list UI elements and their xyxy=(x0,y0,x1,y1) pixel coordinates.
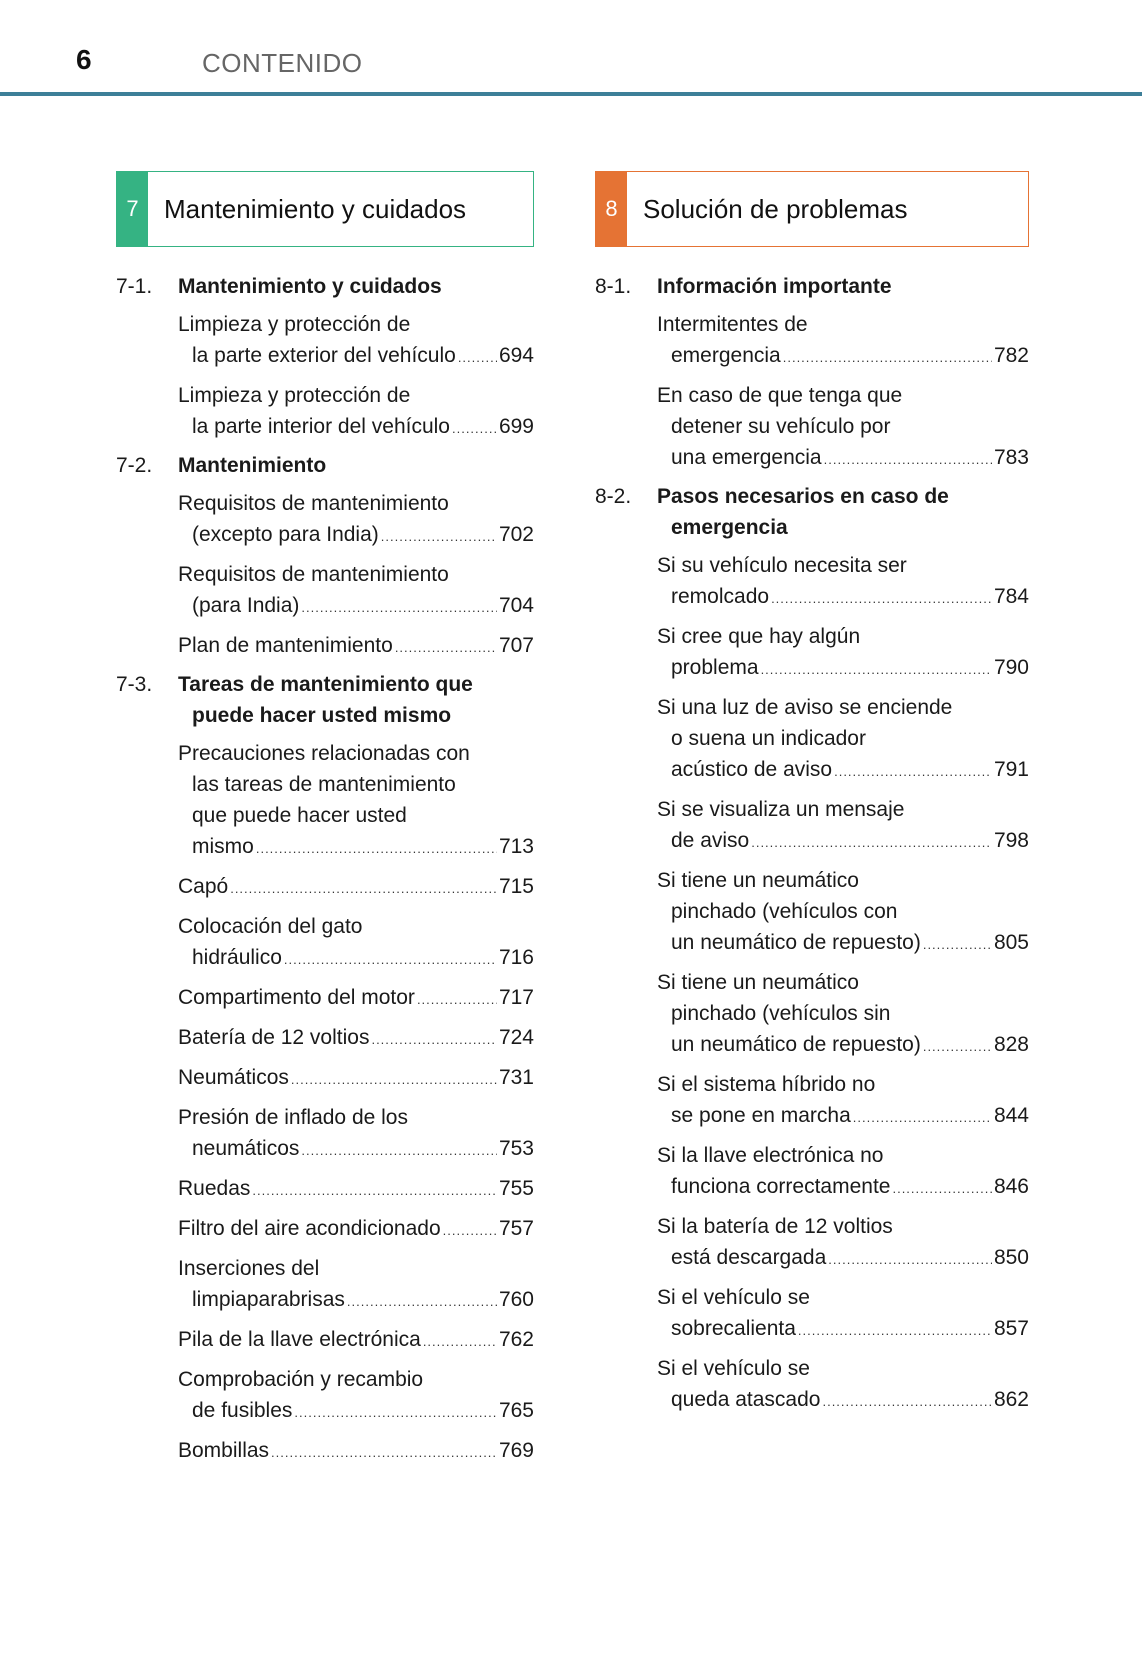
entry-line xyxy=(657,380,1029,411)
dot-leader xyxy=(301,1135,497,1166)
entry-line xyxy=(178,1364,534,1395)
entry-line xyxy=(657,1282,1029,1313)
dot-leader xyxy=(252,1175,497,1206)
dot-leader xyxy=(824,444,992,475)
entry-text: Filtro del aire acondicionado xyxy=(178,1217,441,1240)
entry-text: de fusibles xyxy=(192,1399,293,1422)
entry-line xyxy=(657,1353,1029,1384)
dot-leader xyxy=(783,342,992,373)
toc-entry[interactable] xyxy=(116,871,534,904)
entry-line xyxy=(657,1171,1029,1204)
entry-text: Pila de la llave electrónica xyxy=(178,1328,421,1351)
entry-line xyxy=(178,769,534,800)
entry-line xyxy=(178,1435,534,1468)
entry-line xyxy=(178,1022,534,1055)
dot-leader xyxy=(230,873,497,904)
entry-text: sobrecalienta xyxy=(671,1317,796,1340)
entry-line xyxy=(178,1284,534,1317)
dot-leader xyxy=(822,1386,991,1417)
dot-leader xyxy=(853,1102,992,1133)
toc-entry[interactable] xyxy=(595,1140,1029,1204)
entry-line xyxy=(657,1384,1029,1417)
toc-entry[interactable] xyxy=(595,865,1029,960)
entry-text: Si se visualiza un mensaje xyxy=(657,798,905,821)
toc-entry[interactable] xyxy=(595,1282,1029,1346)
entry-text: Plan de mantenimiento xyxy=(178,634,393,657)
entry-text: Limpieza y protección de xyxy=(178,313,411,336)
dot-leader xyxy=(256,833,497,864)
entry-text: Si tiene un neumático xyxy=(657,971,859,994)
entry-text: Si tiene un neumático xyxy=(657,869,859,892)
toc-entry[interactable] xyxy=(116,738,534,864)
section-title-line: Tareas de mantenimiento que xyxy=(178,673,473,696)
entry-line xyxy=(657,1211,1029,1242)
page-reference[interactable]: 769 xyxy=(498,1439,534,1462)
entry-text: neumáticos xyxy=(192,1137,300,1160)
entry-text: está descargada xyxy=(671,1246,827,1269)
entry-text: remolcado xyxy=(671,585,770,608)
entry-line xyxy=(657,865,1029,896)
entry-line xyxy=(657,411,1029,442)
toc-entry[interactable] xyxy=(116,982,534,1015)
entry-line xyxy=(178,982,534,1015)
entry-line xyxy=(178,911,534,942)
section-title-line: Mantenimiento xyxy=(178,454,327,477)
dot-leader xyxy=(294,1397,497,1428)
toc-entry[interactable] xyxy=(595,380,1029,475)
header-rule xyxy=(0,92,1142,96)
entry-text: pinchado (vehículos sin xyxy=(671,1002,891,1025)
toc-entry[interactable] xyxy=(116,1435,534,1468)
chapter-number: 8 xyxy=(596,172,627,246)
chapter-header[interactable] xyxy=(116,171,534,247)
toc-entry[interactable] xyxy=(116,911,534,975)
dot-leader xyxy=(892,1173,991,1204)
page-reference[interactable]: 765 xyxy=(498,1399,534,1422)
entry-text: que puede hacer usted xyxy=(192,804,407,827)
toc-entry[interactable] xyxy=(595,309,1029,373)
page-reference[interactable]: 724 xyxy=(498,1026,534,1049)
toc-entry[interactable] xyxy=(595,692,1029,787)
entry-line xyxy=(178,411,534,444)
page-reference[interactable]: 791 xyxy=(993,758,1029,781)
entry-line xyxy=(178,1062,534,1095)
page-reference[interactable]: 784 xyxy=(993,585,1029,608)
entry-line xyxy=(657,442,1029,475)
entry-line xyxy=(657,927,1029,960)
entry-line xyxy=(657,1029,1029,1062)
entry-line xyxy=(178,488,534,519)
dot-leader xyxy=(771,583,992,614)
entry-text: funciona correctamente xyxy=(671,1175,891,1198)
entry-line xyxy=(657,794,1029,825)
toc-entry[interactable] xyxy=(116,559,534,623)
toc-entry[interactable] xyxy=(116,309,534,373)
entry-line xyxy=(178,1213,534,1246)
entry-text: Neumáticos xyxy=(178,1066,289,1089)
section-title-line: Información importante xyxy=(657,275,892,298)
page-reference[interactable]: 753 xyxy=(498,1137,534,1160)
page-reference[interactable]: 798 xyxy=(993,829,1029,852)
entry-line xyxy=(178,630,534,663)
toc-entry[interactable] xyxy=(116,1062,534,1095)
toc-entry[interactable] xyxy=(116,1022,534,1055)
entry-text: Capó xyxy=(178,875,229,898)
entry-line xyxy=(178,1395,534,1428)
page-reference[interactable]: 857 xyxy=(993,1317,1029,1340)
entry-line xyxy=(657,340,1029,373)
entry-text: Intermitentes de xyxy=(657,313,808,336)
entry-text: En caso de que tenga que xyxy=(657,384,903,407)
page-reference[interactable]: 862 xyxy=(993,1388,1029,1411)
dot-leader xyxy=(458,342,497,373)
entry-line xyxy=(178,1133,534,1166)
entry-text: Si cree que hay algún xyxy=(657,625,861,648)
section-number: 7-2. xyxy=(116,454,153,477)
entry-text: queda atascado xyxy=(671,1388,821,1411)
toc-entry[interactable] xyxy=(595,967,1029,1062)
toc-entry[interactable] xyxy=(116,1102,534,1166)
page-reference[interactable]: 716 xyxy=(498,946,534,969)
entry-line xyxy=(178,800,534,831)
dot-leader xyxy=(395,632,497,663)
dot-leader xyxy=(923,1031,992,1062)
section-heading[interactable] xyxy=(116,669,534,731)
dot-leader xyxy=(798,1315,992,1346)
toc-entry[interactable] xyxy=(116,630,534,663)
entry-text: las tareas de mantenimiento xyxy=(192,773,456,796)
entry-line xyxy=(657,581,1029,614)
entry-line xyxy=(657,723,1029,754)
entry-text: Si la llave electrónica no xyxy=(657,1144,884,1167)
entry-line xyxy=(178,559,534,590)
section-number: 7-1. xyxy=(116,275,153,298)
toc-entry[interactable] xyxy=(595,1353,1029,1417)
entry-text: hidráulico xyxy=(192,946,282,969)
page-reference[interactable]: 699 xyxy=(498,415,534,438)
entry-text: limpiaparabrisas xyxy=(192,1288,345,1311)
section-heading[interactable] xyxy=(116,271,534,302)
toc-column-chapter-8 xyxy=(595,171,1029,1417)
entry-text: Si una luz de aviso se enciende xyxy=(657,696,953,719)
page-reference[interactable]: 715 xyxy=(498,875,534,898)
toc-entry[interactable] xyxy=(116,488,534,552)
page-title: CONTENIDO xyxy=(202,48,363,78)
section-number: 7-3. xyxy=(116,673,153,696)
entry-text: un neumático de repuesto) xyxy=(671,1033,921,1056)
entry-line xyxy=(178,738,534,769)
toc-entry[interactable] xyxy=(595,1211,1029,1275)
entry-text: Inserciones del xyxy=(178,1257,320,1280)
dot-leader xyxy=(828,1244,992,1275)
toc-entry[interactable] xyxy=(595,1069,1029,1133)
entry-line xyxy=(657,1313,1029,1346)
toc-entry[interactable] xyxy=(116,380,534,444)
section-number: 8-1. xyxy=(595,275,632,298)
dot-leader xyxy=(271,1437,497,1468)
entry-text: (para India) xyxy=(192,594,300,617)
dot-leader xyxy=(423,1326,497,1357)
entry-text: Compartimento del motor xyxy=(178,986,415,1009)
entry-line xyxy=(178,942,534,975)
page-reference[interactable]: 731 xyxy=(498,1066,534,1089)
entry-text: Limpieza y protección de xyxy=(178,384,411,407)
entry-text: Colocación del gato xyxy=(178,915,363,938)
dot-leader xyxy=(443,1215,497,1246)
entry-line xyxy=(178,590,534,623)
entry-text: se pone en marcha xyxy=(671,1104,851,1127)
page-reference[interactable]: 702 xyxy=(498,523,534,546)
dot-leader xyxy=(284,944,497,975)
dot-leader xyxy=(381,521,497,552)
dot-leader xyxy=(301,592,497,623)
toc-entry[interactable] xyxy=(595,621,1029,685)
entry-text: emergencia xyxy=(671,344,781,367)
entry-text: Precauciones relacionadas con xyxy=(178,742,470,765)
dot-leader xyxy=(291,1064,497,1095)
entry-line xyxy=(178,831,534,864)
page-reference[interactable]: 707 xyxy=(498,634,534,657)
entry-line xyxy=(657,652,1029,685)
entry-text: Si el sistema híbrido no xyxy=(657,1073,876,1096)
entry-line xyxy=(178,380,534,411)
entry-text: acústico de aviso xyxy=(671,758,833,781)
page-reference[interactable]: 805 xyxy=(993,931,1029,954)
entry-line xyxy=(657,754,1029,787)
entry-line xyxy=(657,967,1029,998)
entry-text: Requisitos de mantenimiento xyxy=(178,492,449,515)
entry-line xyxy=(657,621,1029,652)
toc-entry[interactable] xyxy=(116,1324,534,1357)
entry-line xyxy=(657,896,1029,927)
entry-text: Ruedas xyxy=(178,1177,251,1200)
section-title-line: Pasos necesarios en caso de xyxy=(657,485,949,508)
toc-entry[interactable] xyxy=(595,794,1029,858)
entry-line xyxy=(657,550,1029,581)
page-reference[interactable]: 828 xyxy=(993,1033,1029,1056)
entry-text: un neumático de repuesto) xyxy=(671,931,921,954)
section-heading[interactable] xyxy=(595,481,1029,543)
entry-text: Si el vehículo se xyxy=(657,1286,810,1309)
entry-text: Requisitos de mantenimiento xyxy=(178,563,449,586)
toc-entry[interactable] xyxy=(116,1213,534,1246)
page-reference[interactable]: 782 xyxy=(993,344,1029,367)
entry-line xyxy=(657,1100,1029,1133)
section-heading[interactable] xyxy=(116,450,534,481)
toc-entry[interactable] xyxy=(116,1173,534,1206)
toc-column-chapter-7 xyxy=(116,171,534,1468)
entry-text: detener su vehículo por xyxy=(671,415,891,438)
page-reference[interactable]: 790 xyxy=(993,656,1029,679)
entry-text: Presión de inflado de los xyxy=(178,1106,408,1129)
page-reference[interactable]: 846 xyxy=(993,1175,1029,1198)
entry-text: la parte interior del vehículo xyxy=(192,415,450,438)
entry-line xyxy=(178,1173,534,1206)
entry-line xyxy=(178,1253,534,1284)
entry-line xyxy=(657,1069,1029,1100)
toc-entry[interactable] xyxy=(595,550,1029,614)
page-number: 6 xyxy=(76,44,92,75)
page-reference[interactable]: 783 xyxy=(993,446,1029,469)
dot-leader xyxy=(923,929,992,960)
entry-line xyxy=(657,309,1029,340)
chapter-title: Mantenimiento y cuidados xyxy=(164,193,467,224)
page-reference[interactable]: 704 xyxy=(498,594,534,617)
section-heading[interactable] xyxy=(595,271,1029,302)
dot-leader xyxy=(834,756,992,787)
section-title-line: puede hacer usted mismo xyxy=(192,704,452,727)
entry-line xyxy=(657,1242,1029,1275)
page-reference[interactable]: 844 xyxy=(993,1104,1029,1127)
toc-entry[interactable] xyxy=(116,1253,534,1317)
entry-text: Si su vehículo necesita ser xyxy=(657,554,907,577)
entry-text: de aviso xyxy=(671,829,750,852)
page-reference[interactable]: 762 xyxy=(498,1328,534,1351)
entry-line xyxy=(657,1140,1029,1171)
page-reference[interactable]: 694 xyxy=(498,344,534,367)
entry-line xyxy=(178,309,534,340)
page-reference[interactable]: 850 xyxy=(993,1246,1029,1269)
entry-line xyxy=(657,825,1029,858)
dot-leader xyxy=(417,984,497,1015)
dot-leader xyxy=(347,1286,497,1317)
page-reference[interactable]: 713 xyxy=(498,835,534,858)
chapter-title: Solución de problemas xyxy=(643,193,908,224)
entry-line xyxy=(178,1324,534,1357)
section-title-line: emergencia xyxy=(671,516,788,539)
chapter-header[interactable] xyxy=(595,171,1029,247)
section-title-line: Mantenimiento y cuidados xyxy=(178,275,442,298)
entry-text: una emergencia xyxy=(671,446,822,469)
page-reference[interactable]: 757 xyxy=(498,1217,534,1240)
entry-text: la parte exterior del vehículo xyxy=(192,344,456,367)
entry-text: Si la batería de 12 voltios xyxy=(657,1215,893,1238)
dot-leader xyxy=(452,413,497,444)
section-number: 8-2. xyxy=(595,485,632,508)
entry-line xyxy=(178,340,534,373)
entry-line xyxy=(657,998,1029,1029)
entry-text: Batería de 12 voltios xyxy=(178,1026,370,1049)
entry-text: pinchado (vehículos con xyxy=(671,900,898,923)
page-reference[interactable]: 755 xyxy=(498,1177,534,1200)
entry-line xyxy=(178,871,534,904)
dot-leader xyxy=(761,654,992,685)
entry-line xyxy=(178,519,534,552)
entry-line xyxy=(657,692,1029,723)
entry-line xyxy=(178,1102,534,1133)
entry-text: (excepto para India) xyxy=(192,523,379,546)
toc-entry[interactable] xyxy=(116,1364,534,1428)
dot-leader xyxy=(371,1024,497,1055)
page-reference[interactable]: 760 xyxy=(498,1288,534,1311)
entry-text: Comprobación y recambio xyxy=(178,1368,424,1391)
dot-leader xyxy=(751,827,992,858)
entry-text: problema xyxy=(671,656,759,679)
chapter-number: 7 xyxy=(117,172,148,246)
entry-text: Bombillas xyxy=(178,1439,270,1462)
entry-text: o suena un indicador xyxy=(671,727,866,750)
entry-text: mismo xyxy=(192,835,254,858)
entry-text: Si el vehículo se xyxy=(657,1357,810,1380)
page-reference[interactable]: 717 xyxy=(498,986,534,1009)
